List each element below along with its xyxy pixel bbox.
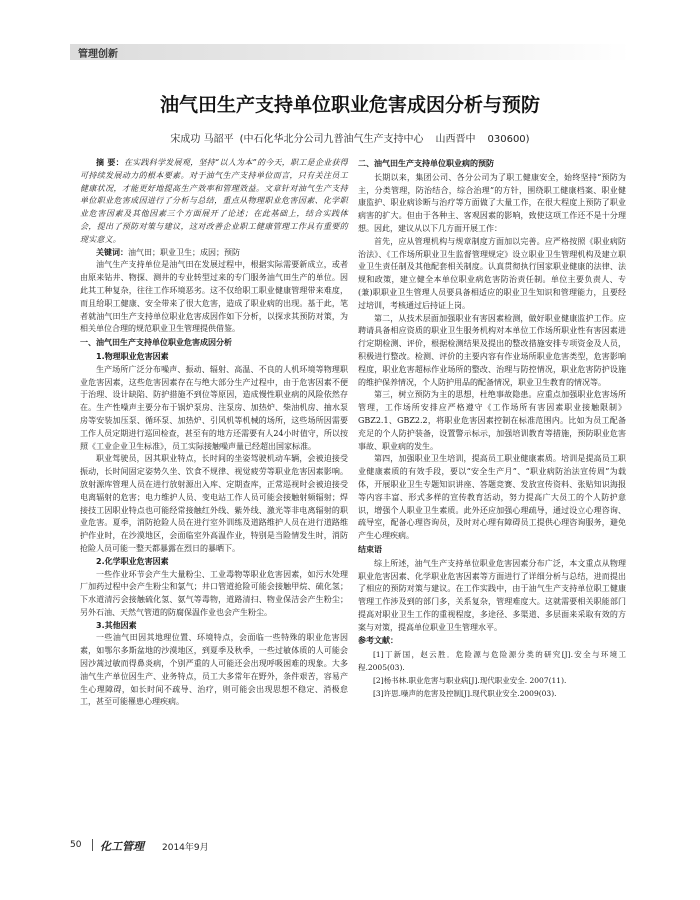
intro-paragraph: 油气生产支持单位是油气田在发展过程中，根据实际需要新成立，或者由原来钻井、物探、测井的专业转型过来的专门服务油气田生产的单位。因此其工种复杂，往往工作环境恶劣。这不仅给职工职业健康管理带来难度，而且给职工健康、安全带来了很大危害，造成了职业病的出现。基于此，笔者就油气田生产支持单位职业危害成因作如下分析，以探求其预防对策，为相关单位合理的规范职业卫生管理提供借鉴。: [80, 260, 348, 334]
reference-item: [3]许思.噪声的危害及控制[J].现代职业安全.2009(03).: [373, 688, 557, 698]
paragraph-prevention-intro: 长期以来，集团公司、各分公司为了职工健康安全，始终坚持“预防为主，分类管理，防治结合，综合治理”的方针，围绕职工健康档案、职业健康监护、职业病诊断与治疗等方面做了大量工作，在很大程度上预防了职业病害的扩大。但由于各种主、客观因素的影响，致使这项工作还不是十分理想。因此，建议从以下几方面开展工作：: [358, 172, 626, 233]
reference-item: [1]丁新国，赵云胜．危险源与危险源分类的研究[J].安全与环境工程.2005(03).: [358, 650, 626, 673]
section-tag-label: 管理创新: [78, 49, 118, 60]
heading-other-factors: 3.其他因素: [96, 620, 137, 630]
author-names: 宋成功 马韶平: [170, 134, 234, 145]
keywords: [80, 247, 348, 260]
paragraph-hazard-control: 第三，树立预防为主的思想，杜绝事故隐患。应重点加强职业危害场所管理，工作场所安排应严格遵守《工作场所有害因素职业接触限制》GBZ2.1、GBZ2.2，将职业危害因素控制在标准范围内。比如为员工配备充足的个人防护装备，设置警示标示，加强培训教育等措施，预防职业危害事故、职业病的发生。: [358, 390, 626, 451]
keywords-text: 油气田；职业卫生；成因；预防: [128, 247, 240, 257]
author-postcode: 030600): [487, 134, 530, 145]
reference-list: [358, 649, 626, 700]
left-column: [80, 157, 348, 709]
author-location: 山西晋中: [435, 134, 476, 145]
journal-logo: 化工管理: [100, 840, 144, 853]
author-affiliation: (中石化华北分公司九普油气生产支持中心: [239, 134, 424, 145]
abstract: [80, 157, 348, 247]
right-column: [358, 157, 626, 700]
heading-physical-factors: 1.物理职业危害因素: [96, 351, 169, 361]
abstract-label: 摘 要：: [96, 158, 124, 167]
paragraph-monitoring: 第二，从技术层面加强职业有害因素检测，做好职业健康监护工作。应聘请具备相应资质的职业卫生服务机构对本单位工作场所职业性有害因素进行定期检测、评价，根据检测结果及提出的整改措施安排专项资金及人员，积极进行整改。检测、评价的主要内容有作业场所职业危害类型，危害影响程度，职业危害超标作业场所的整改、治理与防控情况，职业危害防护设施的维护保养情况，个人防护用品的配备情况，职业卫生教育的情况等。: [358, 313, 626, 387]
paragraph-noise: 生产场所广泛分布噪声、振动、辐射、高温、不良的人机环境等物理职业危害因素，这些危害因素存在与绝大部分生产过程中，由于危害因素不便于治理、设计缺陷、防护措施不到位等原因，造成慢性职业病的风险依然存在。生产性噪声主要分布于锅炉泵房、注泵房、加热炉、柴油机房、抽水泵房等安装加压泵、循环泵、加热炉、引风机等机械的场所，这些场所因需要工作人员定期进行巡回检查，甚至有的地方还需要有人24小时值守，所以按照《工业企业卫生标准》，员工实际接触噪声量已经超出国家标准。: [80, 364, 348, 451]
section-tag: [70, 44, 630, 60]
page-footer: [70, 838, 630, 854]
abstract-text: 在实践科学发展观，坚持“以人为本”的今天，职工是企业获得可持续发展动力的根本要素。对于油气生产支持单位而言，只有关注员工健康状况，才能更好地提高生产效率和管理效益。文章针对油气生产支持单位职业危害成因进行了分析与总结，重点从物理职业危害因素、化学职业危害因素及其他因素三个方面展开了论述；在此基础上，结合实践体会，提出了预防对策与建议，这对改善企业职工健康管理工作具有重要的现实意义。: [80, 158, 349, 244]
paragraph-other: 一些油气田因其地理位置、环境特点，会面临一些特殊的职业危害因素，如鄂尔多斯盆地的沙漠地区，到夏季及秋季，一些过敏体质的人可能会因沙蒿过敏而得鼻炎病，个别严重的人可能还会出现呼吸困难的现象。大多油气生产单位因生产、业务特点，员工大多常年在野外，条件艰苦，容易产生心理障碍，如长时间不疏导、治疗，则可能会出现思想不稳定、消极怠工，甚至可能罹患心理疾病。: [80, 633, 348, 707]
page-number: 50: [70, 840, 82, 850]
heading-prevention: 二、油气田生产支持单位职业病的预防: [358, 159, 494, 168]
keywords-label: 关键词：: [96, 247, 128, 257]
article-title: 油气田生产支持单位职业危害成因分析与预防: [159, 94, 540, 116]
paragraph-radiation: 职业驾驶员，因其职业特点，长时间的坐姿驾驶机动车辆，会被迫接受振动，长时间固定姿势久坐、饮食不规律、视觉疲劳等职业危害因素影响。放射源库管理人员在进行放射源出入库、定期查库，正常巡视时会被迫接受电离辐射的危害；电力维护人员、变电站工作人员可能会接触射频辐射；焊接技工因职业特点也可能经常接触红外线、紫外线、激光等非电离辐射的职业危害。夏季，消防抢险人员在进行室外训练及道路维护人员在进行道路维护作业时，在沙漠地区，会面临室外高温作业，特别是当险情发生时，消防抢险人员可能一整天都暴露在烈日的暴晒下。: [80, 454, 348, 553]
paragraph-conclusion: 综上所述，油气生产支持单位职业危害因素分布广泛，本文重点从物理职业危害因素、化学职业危害因素等方面进行了详细分析与总结，进而提出了相应的预防对策与建议。在工作实践中，由于油气生产支持单位职工健康管理工作涉及到的部门多，关系复杂，管理难度大。这就需要相关职能部门提高对职业卫生工作的重视程度，多途径、多渠道、多层面来采取有效的方案与对策，提高单位职业卫生管理水平。: [358, 558, 626, 632]
references-title: 参考文献：: [358, 636, 398, 646]
footer-divider: [92, 839, 93, 851]
reference-item: [2]杨书林.职业危害与职业病[J].现代职业安全. 2007(11).: [373, 675, 567, 685]
paragraph-training: 第四，加强职业卫生培训，提高员工职业健康素质。培训是提高员工职业健康素质的有效手段，要以“安全生产月”、“职业病防治法宣传周”为载体，开展职业卫生专题知识讲座、答题竞赛、发放宣传资料、张贴知识海报等内容丰富、形式多样的宣传教育活动，努力提高广大员工的个人防护意识，增强个人职业卫生素质。此外还应加强心理疏导，通过设立心理咨询、疏导室，配备心理咨询员，及时对心理有障碍员工提供心理咨询服务，避免产生心理疾病。: [358, 454, 626, 541]
heading-cause-analysis: 一、油气田生产支持单位职业危害成因分析: [80, 338, 232, 348]
author-line: [70, 130, 630, 145]
heading-chemical-factors: 2.化学职业危害因素: [96, 556, 169, 566]
heading-conclusion: 结束语: [358, 544, 382, 554]
paragraph-management: 首先，应从管理机构与规章制度方面加以完善。应严格按照《职业病防治法》、《工作场所职业卫生监督管理规定》设立职业卫生管理机构及建立职业卫生责任制及其他配套相关制度。认真贯彻执行国家职业健康的法律、法规和政策，建立健全本单位职业病危害防治责任制。单位主要负责人、专(兼)职职业卫生管理人员要具备相适应的职业卫生知识和管理能力，且要经过培训，考核通过后持证上岗。: [358, 236, 626, 310]
paragraph-chemical: 一些作业环节会产生大量粉尘、工业毒物等职业危害因素，如污水处理厂加药过程中会产生粉尘和氯气；井口管道抢险可能会接触甲烷、硫化氢；下水道清污会接触硫化氢、氨气等毒物，道路清扫、物业保洁会产生粉尘；另外石油、天然气管道的防腐保温作业也会产生粉尘。: [80, 569, 348, 617]
issue-date: 2014年9月: [162, 843, 209, 853]
